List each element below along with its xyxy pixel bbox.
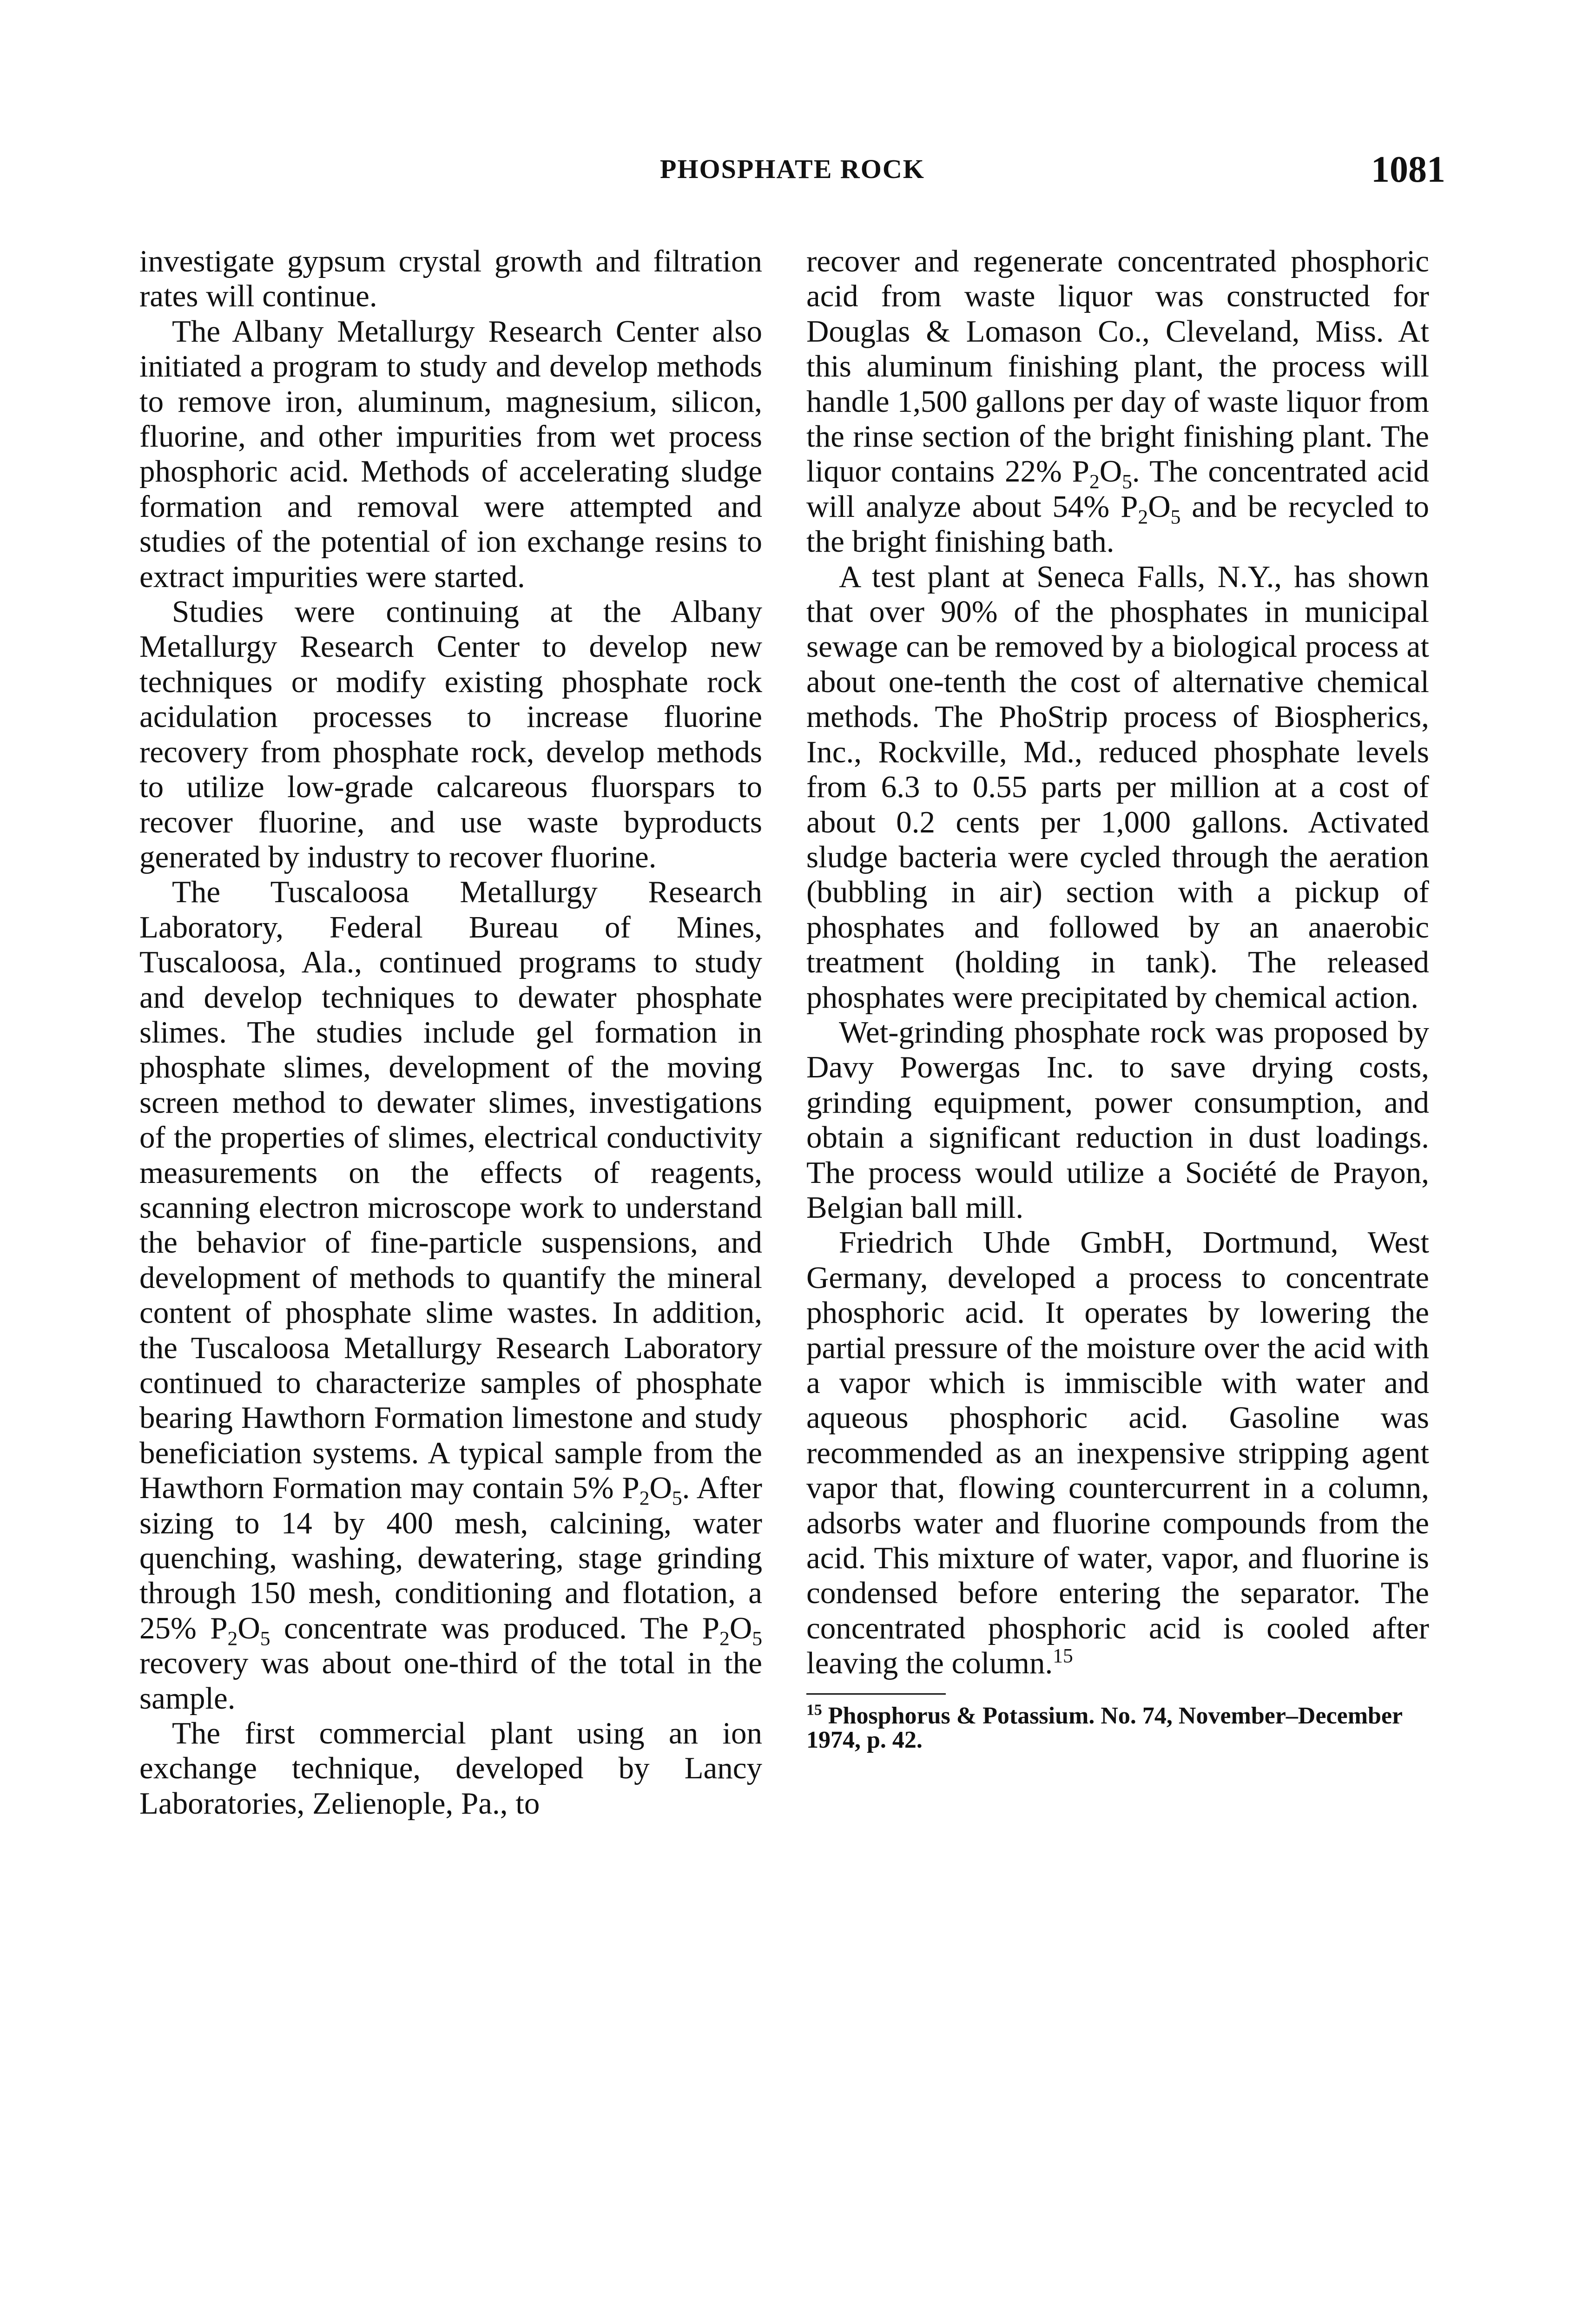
text-run: concentrate was produced. The P [270, 1611, 720, 1645]
footnote [806, 1701, 1429, 1753]
text-run: . After sizing to 14 by 400 mesh, calcining, water quenching, washing, dewatering, stage grinding through 150 mesh, conditioning and flotation, a 25% P [139, 1471, 762, 1645]
subscript: 2 [719, 1627, 730, 1650]
left-column [139, 244, 762, 1821]
running-head: PHOSPHATE ROCK [660, 154, 925, 184]
subscript: 5 [1170, 506, 1181, 528]
text-run: O [1148, 489, 1171, 524]
subscript: 2 [1138, 506, 1148, 528]
text-run: O [1099, 454, 1122, 489]
text-run: Friedrich Uhde GmbH, Dortmund, West Germany, developed a process to concentrate phosphoric acid. It operates by lowering the partial pressure of the moisture over the acid with a vapor which is immiscible with water and aqueous phosphoric acid. Gasoline was recommended as an inexpensive stripping agent vapor that, flowing countercurrent in a column, adsorbs water and fluorine compounds from the acid. This mixture of water, vapor, and fluorine is condensed before entering the separator. The concentrated phosphoric acid is cooled after leaving the column. [806, 1225, 1429, 1681]
subscript: 2 [1089, 470, 1100, 493]
subscript: 5 [672, 1487, 682, 1510]
paragraph: A test plant at Seneca Falls, N.Y., has shown that over 90% of the phosphates in municipal sewage can be removed by a biological process at about one-tenth the cost of alternative chemical methods. The PhoStrip process of Biospherics, Inc., Rockville, Md., reduced phosphate levels from 6.3 to 0.55 parts per million at a cost of about 0.2 cents per 1,000 gallons. Activated sludge bacteria were cycled through the aeration (bubbling in air) section with a pickup of phosphates and followed by an anaerobic treatment (holding in tank). The released phosphates were precipitated by chemical action. [806, 559, 1429, 1015]
footnote-number: 15 [806, 1701, 822, 1719]
paragraph [806, 1225, 1429, 1681]
paragraph [806, 244, 1429, 560]
subscript: 5 [752, 1627, 762, 1650]
text-run: recovery was about one-third of the total in the sample. [139, 1646, 762, 1716]
text-run: O [729, 1611, 752, 1645]
text-run: and be recycled to the bright finishing bath. [806, 489, 1429, 559]
paragraph: Wet-grinding phosphate rock was proposed by Davy Powergas Inc. to save drying costs, grinding equipment, power consumption, and obtain a significant reduction in dust loadings. The process would utilize a Société de Prayon, Belgian ball mill. [806, 1015, 1429, 1225]
footnote-divider [806, 1693, 946, 1695]
subscript: 2 [227, 1627, 238, 1650]
text-run: The Tuscaloosa Metallurgy Research Laboratory, Federal Bureau of Mines, Tuscaloosa, Ala., continued programs to study and develop techniques to dewater phosphate slimes. The studies include gel formation in phosphate slimes, development of the moving screen method to dewater slimes, investigations of the properties of slimes, electrical conductivity measurements on the effects of reagents, scanning electron microscope work to understand the behavior of fine-particle suspensions, and development of methods to quantify the mineral content of phosphate slime wastes. In addition, the Tuscaloosa Metallurgy Research Laboratory continued to characterize samples of phosphate bearing Hawthorn Formation limestone and study beneficiation systems. A typical sample from the Hawthorn Formation may contain 5% P [139, 875, 762, 1505]
text-run: . The concentrated acid will analyze about 54% P [806, 454, 1429, 524]
footnote-text: Phosphorus & Potassium. No. 74, November–December 1974, p. 42. [806, 1702, 1403, 1753]
subscript: 5 [260, 1627, 270, 1650]
paragraph: Studies were continuing at the Albany Metallurgy Research Center to develop new techniques or modify existing phosphate rock acidulation processes to increase fluorine recovery from phosphate rock, develop methods to utilize low-grade calcareous fluorspars to recover fluorine, and use waste byproducts generated by industry to recover fluorine. [139, 594, 762, 874]
paragraph: The Albany Metallurgy Research Center also initiated a program to study and develop methods to remove iron, aluminum, magnesium, silicon, fluorine, and other impurities from wet process phosphoric acid. Methods of accelerating sludge formation and removal were attempted and studies of the potential of ion exchange resins to extract impurities were started. [139, 314, 762, 594]
footnote-reference: 15 [1053, 1644, 1073, 1667]
right-column [806, 244, 1429, 1752]
text-run: recover and regenerate concentrated phosphoric acid from waste liquor was constructed for Douglas & Lomason Co., Cleveland, Miss. At this aluminum finishing plant, the process will handle 1,500 gallons per day of waste liquor from the rinse section of the bright finishing plant. The liquor contains 22% P [806, 244, 1429, 489]
paragraph: investigate gypsum crystal growth and filtration rates will continue. [139, 244, 762, 314]
text-run: O [649, 1471, 672, 1505]
subscript: 5 [1122, 470, 1132, 493]
paragraph: The first commercial plant using an ion exchange technique, developed by Lancy Laboratories, Zelienople, Pa., to [139, 1716, 762, 1821]
paragraph [139, 875, 762, 1716]
subscript: 2 [639, 1487, 650, 1510]
page-number: 1081 [1371, 149, 1445, 190]
text-run: O [237, 1611, 260, 1645]
